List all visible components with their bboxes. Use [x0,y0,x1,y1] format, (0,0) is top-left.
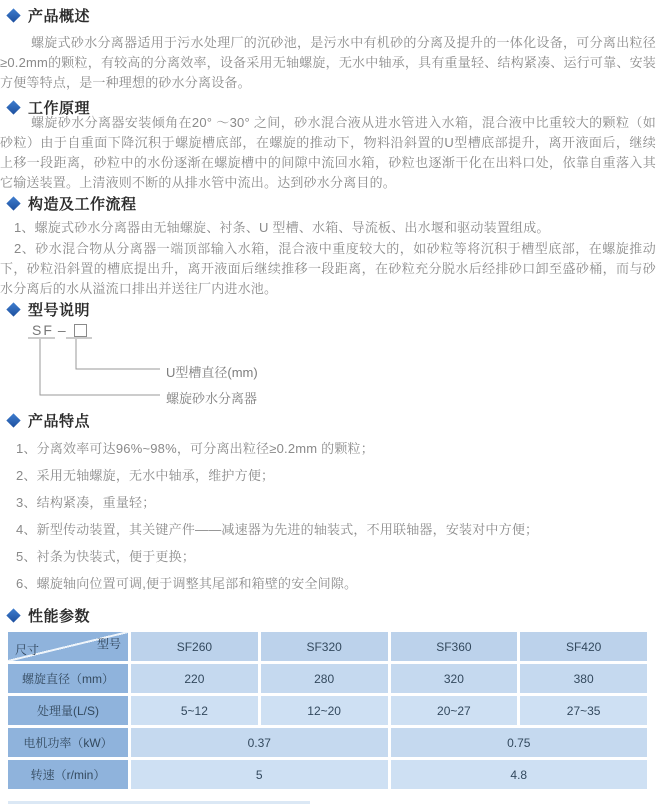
principle-paragraph: 螺旋砂水分离器安装倾角在20° ～30° 之间，砂水混合液从进水管进入水箱，混合液中比重较大的颗粒（如砂粒）由于自重面下降沉积于螺旋槽底部，在螺旋的推动下，物料沿斜置的U型槽底部提升，离开液面后，继续上移一段距离，砂粒中的水份逐渐在螺旋槽中的间隙中流回水箱，砂粒也逐渐干化在出料口处，依靠自重落入其它输送装置。上清液则不断的从排水管中流出。达到砂水分离目的。 [0,115,656,190]
model-column-header: SF320 [261,632,388,661]
section-heading-structure [8,194,137,212]
features-list [0,440,640,602]
model-placeholder-box-icon [74,324,87,337]
diamond-bullet-icon [6,8,20,22]
model-column-header: SF420 [520,632,647,661]
table-cell: 220 [131,664,258,693]
section-heading-features [8,411,90,429]
section-heading-performance [8,606,90,624]
feature-item: 1、分离效率可达96%~98%，可分离出粒径≥0.2mm 的颗粒； [16,441,374,456]
table-cell-merged: 5 [131,760,388,789]
table-cell: 380 [520,664,647,693]
table-cell: 5~12 [131,696,258,725]
label-u-channel-diameter: U型槽直径(mm) [166,365,258,380]
feature-item: 4、新型传动装置，其关键产件——减速器为先进的轴装式，不用联轴器，安装对中方便； [16,522,539,537]
section-heading-overview [8,6,90,24]
model-code-prefix: SF [32,322,54,338]
section-title: 工作原理 [28,99,91,117]
table-row [8,696,647,725]
table-cell: 280 [261,664,388,693]
table-row [8,760,647,789]
model-code [32,322,87,338]
label-machine-name: 螺旋砂水分离器 [166,391,258,406]
diamond-bullet-icon [6,608,20,622]
diamond-bullet-icon [6,196,20,210]
row-label: 处理量(L/S) [8,696,128,725]
table-cell: 320 [391,664,518,693]
table-row [8,664,647,693]
feature-item: 6、螺旋轴向位置可调,便于调整其尾部和箱壁的安全间隙。 [16,576,358,591]
feature-item: 2、采用无轴螺旋，无水中轴承，维护方便； [16,468,275,483]
row-label: 转速（r/min） [8,760,128,789]
table-cell: 20~27 [391,696,518,725]
row-label: 电机功率（kW） [8,728,128,757]
model-code-dash: – [57,322,68,338]
table-cell-merged: 4.8 [391,760,648,789]
section-title: 产品特点 [28,412,91,430]
structure-item-1: 1、螺旋式砂水分离器由无轴螺旋、衬条、U 型槽、水箱、导流板、出水堰和驱动装置组成。 [14,220,550,235]
model-code-diagram [0,322,660,406]
section-title: 产品概述 [28,7,91,25]
section-title: 构造及工作流程 [28,195,137,213]
corner-label-model: 型号 [96,637,121,651]
table-cell: 12~20 [261,696,388,725]
section-title: 性能参数 [28,607,91,625]
row-label: 螺旋直径（mm） [8,664,128,693]
table-cell-merged: 0.37 [131,728,388,757]
diamond-bullet-icon [6,302,20,316]
diagram-connector-lines [0,322,660,406]
section-title: 型号说明 [28,301,91,319]
diamond-bullet-icon [6,413,20,427]
performance-table [5,629,650,792]
structure-item-2: 2、砂水混合物从分离器一端顶部输入水箱，混合液中重度较大的，如砂粒等将沉积于槽型底部，在螺旋推动下，砂粒沿斜置的槽底提出升，离开液面后继续推移一段距离，在砂粒充分脱水后经排砂口卸至盛砂桶，而与砂水分离后的水从溢流口排出并送往厂内进水池。 [0,241,656,296]
footer-accent-strip [8,801,310,804]
table-corner-cell [8,632,128,661]
feature-item: 5、衬条为快装式，便于更换； [16,549,196,564]
corner-label-size: 尺寸 [15,643,40,657]
model-column-header: SF360 [391,632,518,661]
table-cell: 27~35 [520,696,647,725]
table-row [8,728,647,757]
table-cell-merged: 0.75 [391,728,648,757]
overview-paragraph: 螺旋式砂水分离器适用于污水处理厂的沉砂池，是污水中有机砂的分离及提升的一体化设备，可分离出粒径≥0.2mm的颗粒，有较高的分离效率，设备采用无轴螺旋，无水中轴承，具有重量轻、结构紧凑、运行可靠、安装方便等特点，是一种理想的砂水分离设备。 [0,35,656,90]
section-heading-model [8,300,90,318]
model-column-header: SF260 [131,632,258,661]
feature-item: 3、结构紧凑，重量轻； [16,495,156,510]
table-header-row [8,632,647,661]
